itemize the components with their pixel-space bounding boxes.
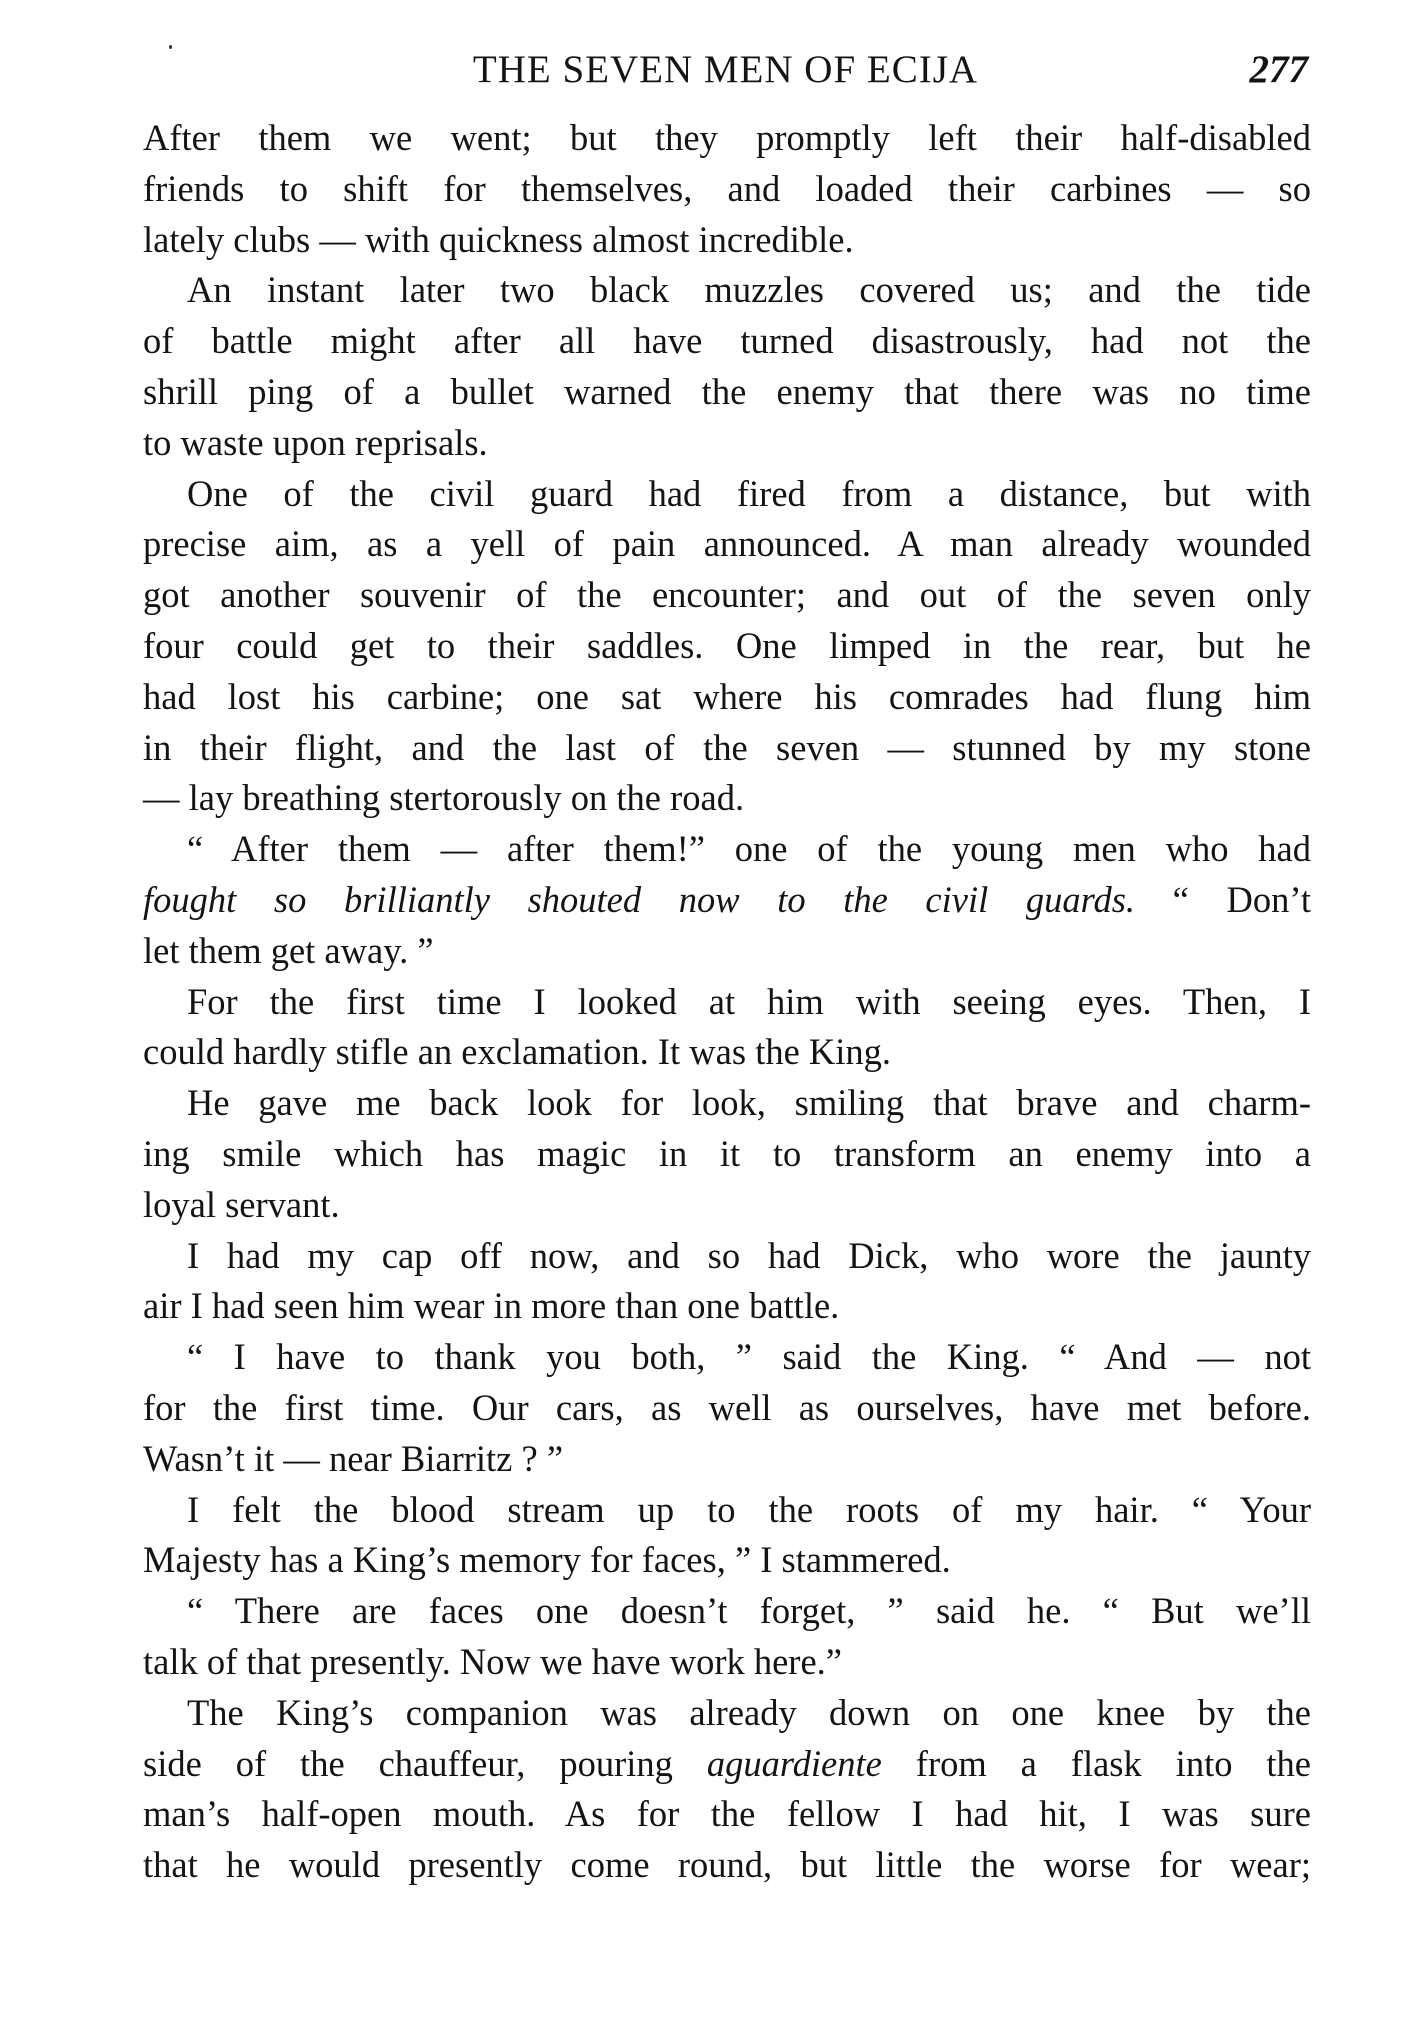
text-line: could hardly stifle an exclamation. It was the King. xyxy=(143,1031,892,1073)
text-line: I felt the blood stream up to the roots of my hair. “ Your xyxy=(187,1488,1311,1530)
text-line: lately clubs — with quickness almost incredible. xyxy=(143,218,854,260)
text-line: loyal servant. xyxy=(143,1183,340,1225)
text-line: One of the civil guard had fired from a distance, but with xyxy=(187,472,1311,514)
text-line: The King’s companion was already down on one knee by the xyxy=(187,1691,1311,1733)
text-line: shrill ping of a bullet warned the enemy that there was no time xyxy=(143,370,1311,412)
text-line: had lost his carbine; one sat where his comrades had flung him xyxy=(143,675,1311,717)
text-line: An instant later two black muzzles covered us; and the tide xyxy=(187,269,1311,311)
text-line: “ I have to thank you both, ” said the King. “ And — not xyxy=(187,1336,1311,1378)
text-line: fought so brilliantly shouted now to the civil guards. “ Don’t xyxy=(143,878,1311,920)
text-line: He gave me back look for look, smiling that brave and charm- xyxy=(187,1082,1311,1124)
text-line: precise aim, as a yell of pain announced. A man already wounded xyxy=(143,523,1311,565)
text-line: Wasn’t it — near Biarritz ? ” xyxy=(143,1437,564,1479)
italic-phrase: fought so brilliantly shouted now to the civil guards. xyxy=(143,878,1136,920)
running-title: THE SEVEN MEN OF ECIJA xyxy=(472,48,979,91)
text-line: man’s half-open mouth. As for the fellow I had hit, I was sure xyxy=(143,1793,1311,1835)
italic-word: aguardiente xyxy=(706,1742,882,1784)
body-text xyxy=(143,113,1311,1891)
text-line: I had my cap off now, and so had Dick, who wore the jaunty xyxy=(187,1234,1311,1276)
text-line: of battle might after all have turned disastrously, had not the xyxy=(143,320,1311,362)
text-line: to waste upon reprisals. xyxy=(143,421,488,463)
text-line: ing smile which has magic in it to transform an enemy into a xyxy=(143,1132,1311,1174)
text-line: side of the chauffeur, pouring aguardiente from a flask into the xyxy=(143,1742,1311,1784)
page-number: 277 xyxy=(1249,48,1308,91)
text-line: air I had seen him wear in more than one battle. xyxy=(143,1285,840,1327)
text-line: four could get to their saddles. One limped in the rear, but he xyxy=(143,624,1311,666)
text-line: After them we went; but they promptly left their half-disabled xyxy=(143,117,1311,158)
text-line: friends to shift for themselves, and loaded their carbines — so xyxy=(143,167,1311,209)
text-line: “ There are faces one doesn’t forget, ” said he. “ But we’ll xyxy=(187,1590,1311,1632)
text-line: — lay breathing stertorously on the road. xyxy=(143,777,745,819)
running-header xyxy=(143,40,1308,100)
text-line: Majesty has a King’s memory for faces, ” I stammered. xyxy=(143,1539,951,1581)
text-line: talk of that presently. Now we have work here.” xyxy=(143,1640,842,1682)
text-line: got another souvenir of the encounter; and out of the seven only xyxy=(143,574,1311,616)
text-line: let them get away. ” xyxy=(143,929,434,971)
text-line: for the first time. Our cars, as well as ourselves, have met before. xyxy=(143,1386,1311,1428)
text-line: in their flight, and the last of the seven — stunned by my stone xyxy=(143,726,1311,768)
text-line: that he would presently come round, but little the worse for wear; xyxy=(143,1844,1311,1886)
text-line: “ After them — after them!” one of the young men who had xyxy=(187,828,1311,870)
text-line: For the first time I looked at him with seeing eyes. Then, I xyxy=(187,980,1311,1022)
